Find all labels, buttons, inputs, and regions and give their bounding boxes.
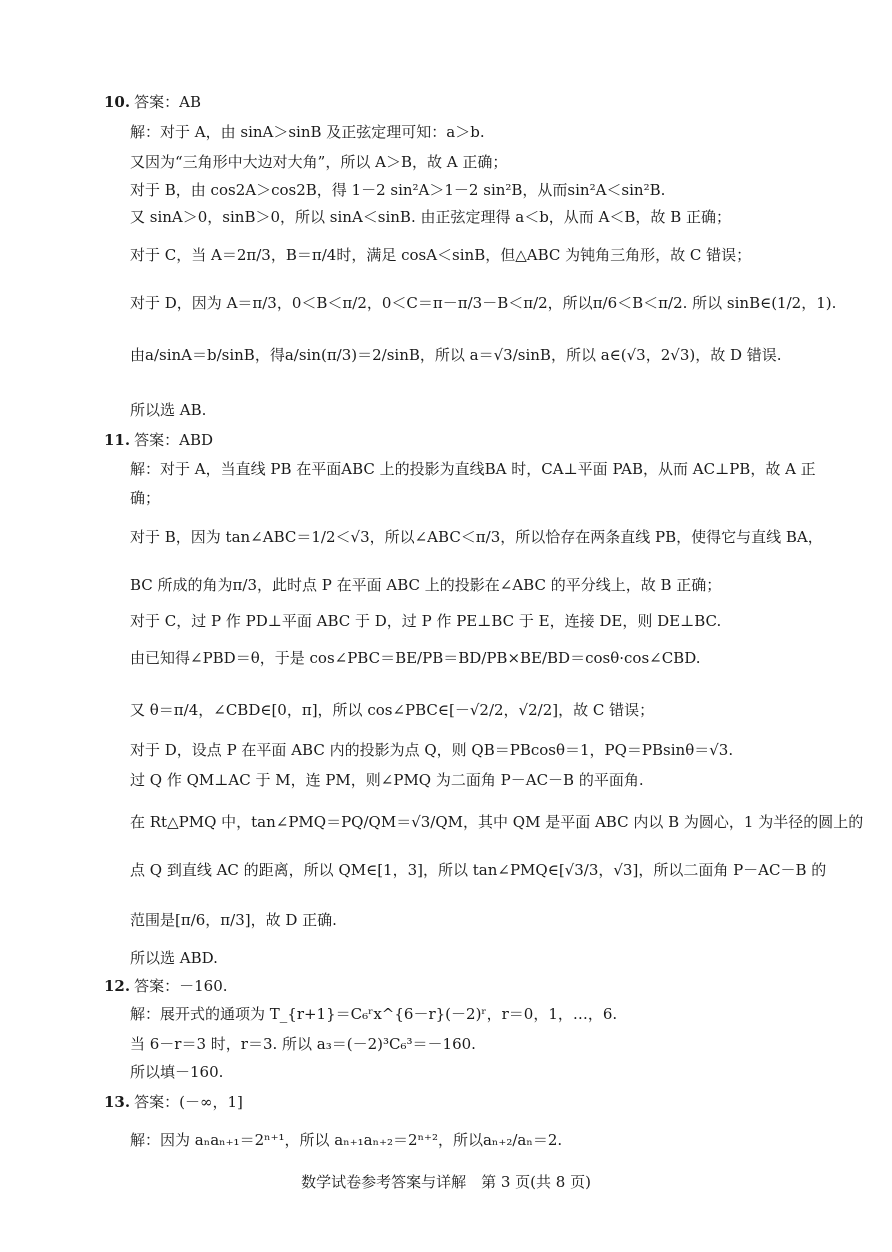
q13-number: 13. xyxy=(104,1093,131,1111)
q11-line-8: 对于 D，设点 P 在平面 ABC 内的投影为点 Q，则 QB＝PBcosθ＝1，PQ＝PBsinθ＝√3. xyxy=(130,741,734,759)
q11-line-9: 过 Q 作 QM⊥AC 于 M，连 PM，则∠PMQ 为二面角 P－AC－B 的平面角. xyxy=(130,771,644,789)
q11-line-3: 对于 B，因为 tan∠ABC＝1/2＜√3，所以∠ABC＜π/3，所以恰存在两条直线 PB，使得它与直线 BA， xyxy=(130,528,823,546)
q11-line-7: 又 θ＝π/4，∠CBD∈[0，π]，所以 cos∠PBC∈[－√2/2，√2/2]，故 C 错误； xyxy=(130,701,655,719)
q11-answer-heading xyxy=(104,430,213,450)
q10-number: 10. xyxy=(104,93,131,111)
q12-line-2: 当 6－r＝3 时，r＝3. 所以 a₃＝(－2)³C₆³＝－160. xyxy=(130,1035,476,1053)
q11-line-5: 对于 C，过 P 作 PD⊥平面 ABC 于 D，过 P 作 PE⊥BC 于 E，连接 DE，则 DE⊥BC. xyxy=(130,612,722,630)
q12-answer-heading xyxy=(104,976,228,996)
q12-line-3: 所以填－160. xyxy=(130,1063,224,1081)
q12-line-1: 解：展开式的通项为 T_{r+1}＝C₆ʳx^{6－r}(－2)ʳ，r＝0，1，…，6. xyxy=(130,1005,618,1023)
q13-answer: 答案：(－∞，1] xyxy=(134,1093,243,1111)
q12-number: 12. xyxy=(104,977,131,995)
q11-line-6: 由已知得∠PBD＝θ，于是 cos∠PBC＝BE/PB＝BD/PB×BE/BD＝cosθ·cos∠CBD. xyxy=(130,649,701,667)
q11-line-10: 在 Rt△PMQ 中，tan∠PMQ＝PQ/QM＝√3/QM，其中 QM 是平面 ABC 内以 B 为圆心，1 为半径的圆上的 xyxy=(130,813,864,831)
q12-answer: 答案：－160. xyxy=(134,977,228,995)
q10-line-2: 又因为“三角形中大边对大角”，所以 A＞B，故 A 正确； xyxy=(130,153,508,171)
q10-line-3: 对于 B，由 cos2A＞cos2B，得 1－2 sin²A＞1－2 sin²B，从而sin²A＜sin²B. xyxy=(130,181,666,199)
page-footer: 数学试卷参考答案与详解 第 3 页(共 8 页) xyxy=(301,1173,591,1191)
q10-answer-heading xyxy=(104,92,201,112)
q11-line-1: 解：对于 A，当直线 PB 在平面ABC 上的投影为直线BA 时，CA⊥平面 PAB，从而 AC⊥PB，故 A 正 xyxy=(130,460,816,478)
q10-line-6: 对于 D，因为 A＝π/3，0＜B＜π/2，0＜C＝π－π/3－B＜π/2，所以π/6＜B＜π/2. 所以 sinB∈(1/2，1). xyxy=(130,294,837,312)
q10-line-5: 对于 C，当 A＝2π/3，B＝π/4时，满足 cosA＜sinB，但△ABC 为钝角三角形，故 C 错误； xyxy=(130,246,752,264)
q11-number: 11. xyxy=(104,431,131,449)
q10-answer: 答案：AB xyxy=(134,93,201,111)
q11-line-2: 确； xyxy=(130,489,161,507)
q11-answer: 答案：ABD xyxy=(134,431,213,449)
q10-line-8: 所以选 AB. xyxy=(130,401,207,419)
q11-line-4: BC 所成的角为π/3，此时点 P 在平面 ABC 上的投影在∠ABC 的平分线上，故 B 正确； xyxy=(130,576,722,594)
q11-line-13: 所以选 ABD. xyxy=(130,949,218,967)
q10-line-7: 由a/sinA＝b/sinB，得a/sin(π/3)＝2/sinB，所以 a＝√3/sinB，所以 a∈(√3，2√3)，故 D 错误. xyxy=(130,346,782,364)
q11-line-11: 点 Q 到直线 AC 的距离，所以 QM∈[1，3]，所以 tan∠PMQ∈[√3/3，√3]，所以二面角 P－AC－B 的 xyxy=(130,861,827,879)
q13-answer-heading xyxy=(104,1092,243,1112)
q10-line-1: 解：对于 A，由 sinA＞sinB 及正弦定理可知：a＞b. xyxy=(130,123,485,141)
q11-line-12: 范围是[π/6，π/3]，故 D 正确. xyxy=(130,911,337,929)
q10-line-4: 又 sinA＞0，sinB＞0，所以 sinA＜sinB. 由正弦定理得 a＜b，从而 A＜B，故 B 正确； xyxy=(130,208,731,226)
q13-line-1: 解：因为 aₙaₙ₊₁＝2ⁿ⁺¹，所以 aₙ₊₁aₙ₊₂＝2ⁿ⁺²，所以aₙ₊₂/aₙ＝2. xyxy=(130,1131,563,1149)
